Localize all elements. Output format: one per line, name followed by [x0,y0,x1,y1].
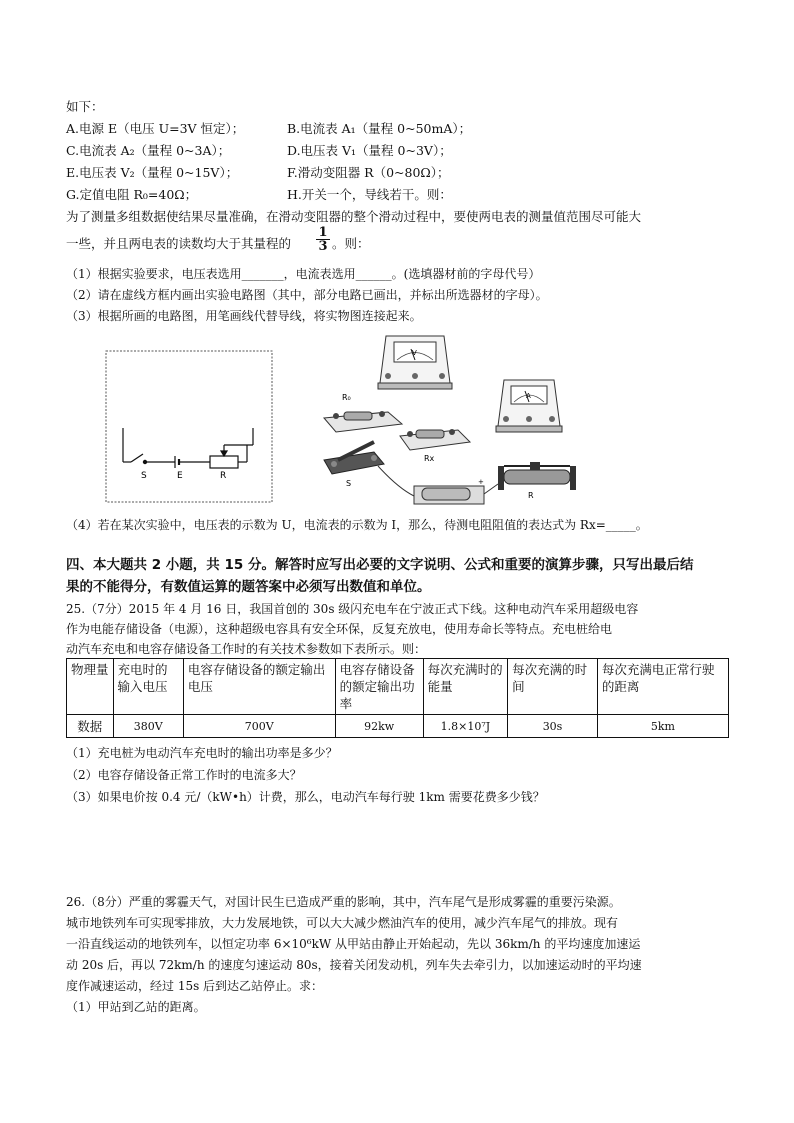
r0-label: R₀ [342,393,351,402]
voltmeter-label: V [412,349,417,357]
source-label: E [177,471,183,481]
intro-text: 如下： [66,99,104,114]
table-cell: 5km [597,715,728,738]
table-header-cell: 每次充满时的能量 [423,659,507,715]
equipment-c: C.电流表 A₂（量程 0~3A）； [66,143,231,158]
q24-part1: （1）根据实验要求，电压表选用_______，电流表选用______。(选填器材前的字母代号） [66,267,541,281]
switch-photo-label: S [346,479,352,488]
q25-line1: 25.（7分）2015 年 4 月 16 日，我国首创的 30s 级闪充电车在宁波正式下线。这种电动汽车采用超级电容 [66,602,639,616]
circuit-diagram-box [105,350,275,505]
q26-line4: 动 20s 后，再以 72km/h 的速度匀速运动 80s，接着关闭发动机，列车失去牵引力，以加速运动时的平均速 [66,958,642,972]
equipment-e: E.电压表 V₂（量程 0~15V）； [66,165,239,180]
r0-resistor-photo [324,393,402,432]
dashed-frame [106,351,272,502]
table-cell: 700V [183,715,335,738]
section4-heading-line2: 果的不能得分，有数值运算的题答案中必须写出数值和单位。 [66,579,431,595]
fraction-numerator: 1 [316,226,330,240]
table-header-cell: 每次充满电正常行驶的距离 [597,659,728,715]
q25-line3: 动汽车充电和电容存储设备工作时的有关技术参数如下表所示。则： [66,642,427,656]
parameters-table [66,658,729,738]
table-row [67,715,729,738]
table-header-cell: 每次充满的时间 [508,659,598,715]
q26-line2: 城市地铁列车可实现零排放，大力发展地铁，可以大大减少燃油汽车的使用，减少汽车尾气的排放。现有 [66,916,619,930]
rheostat-photo-label: R [528,491,534,500]
switch-photo [324,442,384,488]
rheostat-photo [484,462,576,500]
q26-line1: 26.（8分）严重的雾霾天气，对国计民生已造成严重的影响，其中，汽车尾气是形成雾霾的重要污染源。 [66,895,621,909]
q26-part1: （1）甲站到乙站的距离。 [66,1000,206,1014]
voltmeter-photo [378,336,452,389]
equipment-a: A.电源 E（电压 U=3V 恒定）； [66,121,245,136]
requirement-line2: 一些，并且两电表的读数均大于其量程的 [66,236,292,251]
battery-photo [378,466,484,504]
table-header-cell: 电容存储设备的额定输出功率 [335,659,423,715]
apparatus-illustration [318,328,588,508]
table-header-cell: 电容存储设备的额定输出电压 [183,659,335,715]
q26-line3: 一沿直线运动的地铁列车，以恒定功率 6×10⁶kW 从甲站由静止开始起动，先以 36km/h 的平均速度加速运 [66,937,641,951]
q25-line2: 作为电能存储设备（电源），这种超级电容具有安全环保，反复充放电，使用寿命长等特点。充电桩给电 [66,622,613,636]
table-header-cell: 物理量 [67,659,114,715]
q24-part4: （4）若在某次实验中，电压表的示数为 U，电流表的示数为 I，那么，待测电阻阻值的表达式为 Rx=_____。 [66,518,648,532]
ammeter-label: A [526,392,531,400]
partial-circuit [123,428,253,468]
equipment-d: D.电压表 V₁（量程 0~3V）； [287,143,452,158]
table-cell: 1.8×10⁷J [423,715,507,738]
rx-label: Rx [424,454,435,463]
section4-heading-line1: 四、本大题共 2 小题，共 15 分。解答时应写出必要的文字说明、公式和重要的演算步骤，只写出最后结 [66,557,694,573]
ammeter-photo [496,380,562,432]
svg-text:+: + [478,478,484,486]
q25-part3: （3）如果电价按 0.4 元/（kW•h）计费，那么，电动汽车每行驶 1km 需要花费多少钱？ [66,790,545,804]
requirement-line1: 为了测量多组数据使结果尽量准确，在滑动变阻器的整个滑动过程中，要使两电表的测量值范围尽可能大 [66,209,642,224]
table-header-row [67,659,729,715]
table-cell: 30s [508,715,598,738]
equipment-f: F.滑动变阻器 R（0~80Ω）； [287,165,450,180]
rx-resistor-photo [400,429,470,463]
fraction-denominator: 3 [318,239,328,254]
table-header-cell: 充电时的输入电压 [113,659,183,715]
q24-part2: （2）请在虚线方框内画出实验电路图（其中，部分电路已画出，并标出所选器材的字母）。 [66,288,548,302]
table-cell: 数据 [67,715,114,738]
one-third-fraction [316,226,330,253]
switch-label: S [141,471,147,481]
q24-part3: （3）根据所画的电路图，用笔画线代替导线，将实物图连接起来。 [66,309,422,323]
equipment-h: H.开关一个，导线若干。则： [287,187,452,202]
rheostat-label: R [220,471,227,481]
q26-line5: 度作减速运动，经过 15s 后到达乙站停止。求： [66,979,324,993]
equipment-g: G.定值电阻 R₀=40Ω； [66,187,198,202]
table-cell: 92kw [335,715,423,738]
q25-part2: （2）电容存储设备正常工作时的电流多大？ [66,768,302,782]
table-cell: 380V [113,715,183,738]
q25-part1: （1）充电桩为电动汽车充电时的输出功率是多少？ [66,746,338,760]
requirement-tail: 。则： [332,236,370,251]
equipment-b: B.电流表 A₁（量程 0~50mA）； [287,121,472,136]
